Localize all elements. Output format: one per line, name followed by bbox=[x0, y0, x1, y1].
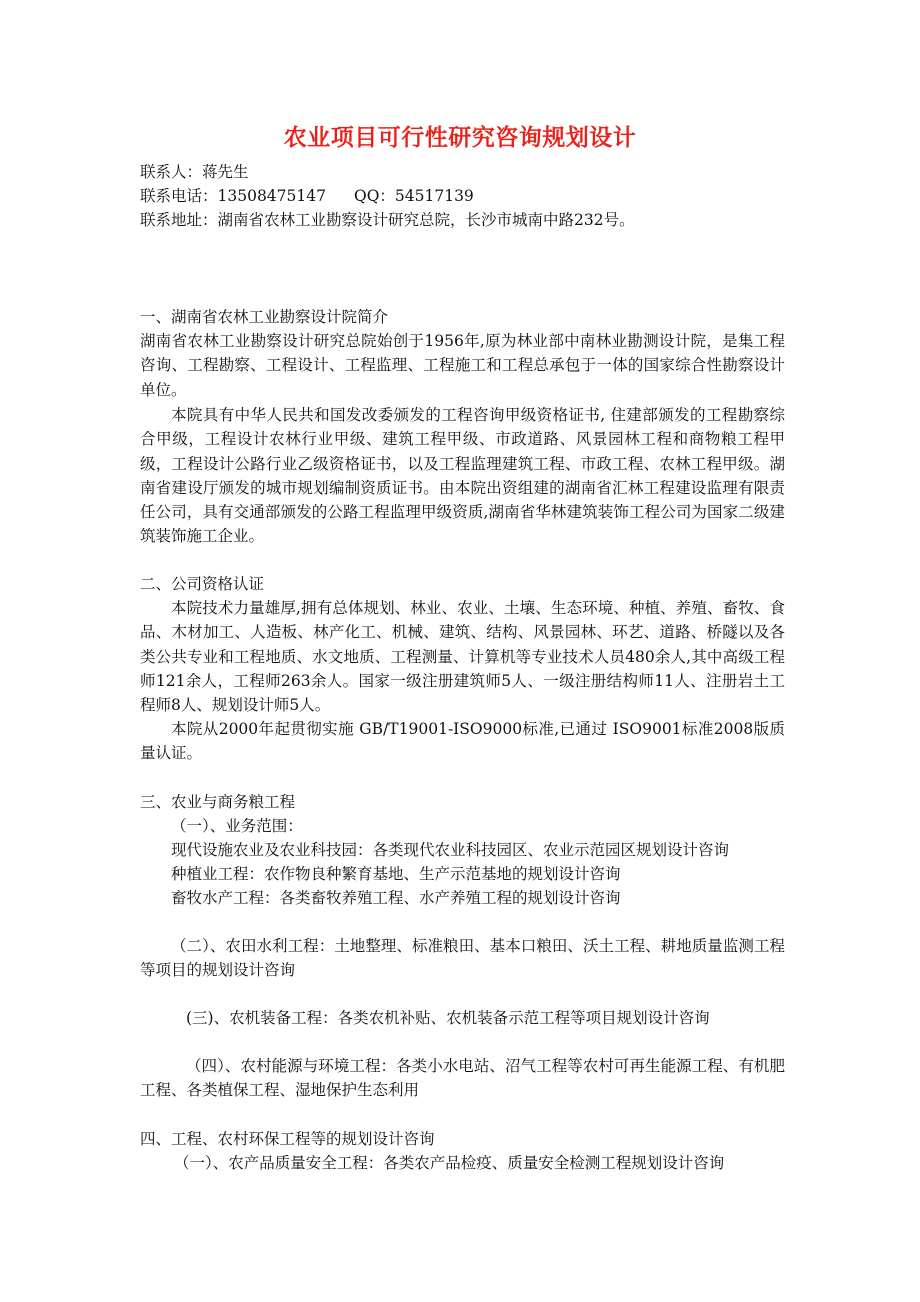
section3-sub4: （四）、农村能源与环境工程：各类小水电站、沼气工程等农村可再生能源工程、有机肥工程、各类植保工程、湿地保护生态利用 bbox=[140, 1057, 785, 1100]
contact-phone: 联系电话：13508475147 bbox=[140, 187, 326, 205]
section1-heading: 一、湖南省农林工业勘察设计院简介 bbox=[140, 308, 389, 326]
section3-sub3: (三)、农机装备工程：各类农机补贴、农机装备示范工程等项目规划设计咨询 bbox=[186, 1009, 710, 1027]
contact-qq: QQ：54517139 bbox=[353, 187, 474, 205]
section2-paragraph-1: 本院技术力量雄厚,拥有总体规划、林业、农业、土壤、生态环境、种植、养殖、畜牧、食品、木材加工、人造板、林产化工、机械、建筑、结构、风景园林、环艺、道路、桥隧以及各类公共专业和工程地质、水文地质、工程测量、计算机等专业技术人员480余人,其中高级工程师121余人，工程师263余人。国家一级注册建筑师5人、一级注册结构师11人、注册岩土工程师8人、规划设计师5人。 bbox=[140, 599, 785, 715]
section3-sub1-item: 种植业工程：农作物良种繁育基地、生产示范基地的规划设计咨询 bbox=[171, 865, 621, 883]
section2-paragraph-2: 本院从2000年起贯彻实施 GB/T19001-ISO9000标准,已通过 ISO9001标准2008版质量认证。 bbox=[140, 720, 785, 763]
section3-sub2: （二）、农田水利工程：土地整理、标准粮田、基本口粮田、沃土工程、耕地质量监测工程等项目的规划设计咨询 bbox=[140, 937, 785, 980]
section3-sub1-item: 畜牧水产工程：各类畜牧养殖工程、水产养殖工程的规划设计咨询 bbox=[171, 889, 621, 907]
section4-sub1: （一）、农产品质量安全工程：各类农产品检疫、质量安全检测工程规划设计咨询 bbox=[174, 1154, 725, 1172]
section3-heading: 三、农业与商务粮工程 bbox=[140, 793, 296, 811]
contact-person: 联系人：蒋先生 bbox=[140, 163, 249, 181]
section4-heading: 四、工程、农村环保工程等的规划设计咨询 bbox=[140, 1130, 435, 1148]
section3-sub1: （一）、业务范围： bbox=[171, 817, 303, 835]
section1-paragraph-2: 本院具有中华人民共和国发改委颁发的工程咨询甲级资格证书, 住建部颁发的工程勘察综合甲级，工程设计农林行业甲级、建筑工程甲级、市政道路、风景园林工程和商物粮工程甲级，工程设计公路行业乙级资格证书，以及工程监理建筑工程、市政工程、农林工程甲级。湖南省建设厅颁发的城市规划编制资质证书。由本院出资组建的湖南省汇林工程建设监理有限责任公司，具有交通部颁发的公路工程监理甲级资质,湖南省华林建筑装饰工程公司为国家二级建筑装饰施工企业。 bbox=[140, 406, 785, 546]
document-title: 农业项目可行性研究咨询规划设计 bbox=[283, 124, 637, 151]
contact-address: 联系地址：湖南省农林工业勘察设计研究总院，长沙市城南中路232号。 bbox=[140, 211, 635, 229]
section2-heading: 二、公司资格认证 bbox=[140, 575, 265, 593]
section1-paragraph-1: 湖南省农林工业勘察设计研究总院始创于1956年,原为林业部中南林业勘测设计院，是集工程咨询、工程勘察、工程设计、工程监理、工程施工和工程总承包于一体的国家综合性勘察设计单位。 bbox=[140, 332, 785, 399]
section3-sub1-item: 现代设施农业及农业科技园：各类现代农业科技园区、农业示范园区规划设计咨询 bbox=[171, 841, 730, 859]
contact-phone-line bbox=[140, 184, 474, 208]
